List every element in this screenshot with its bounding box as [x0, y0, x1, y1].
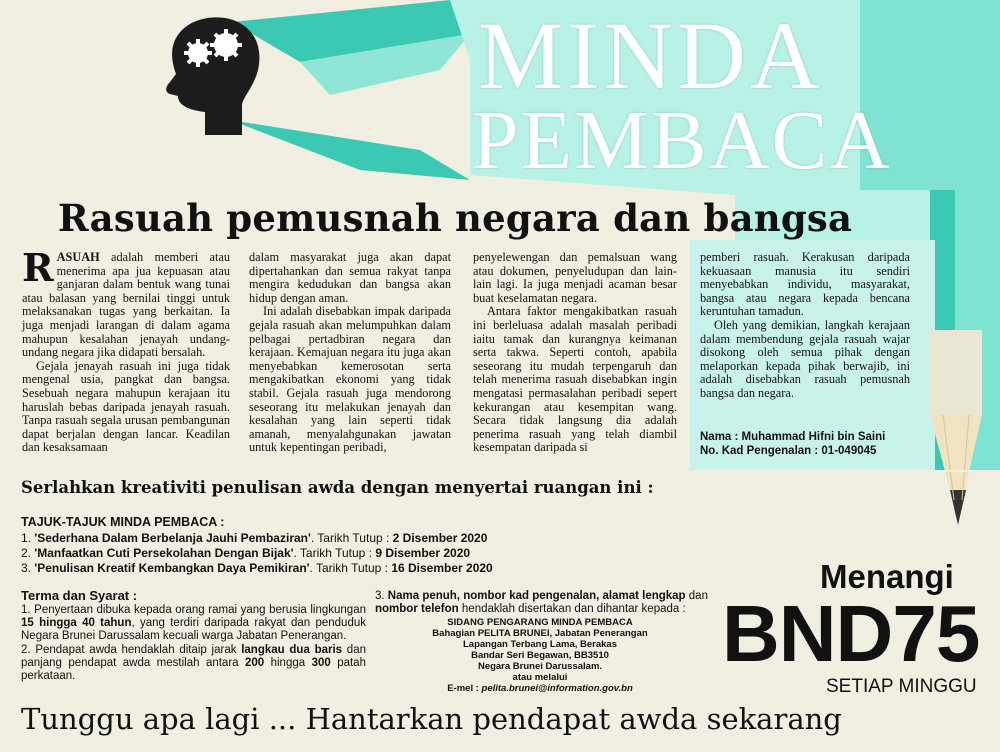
article-column-4: [700, 251, 910, 401]
topic-item: 1. 'Sederhana Dalam Berbelanja Jauhi Pembaziran'. Tarikh Tutup : 2 Disember 2020: [21, 531, 488, 545]
mailing-address: SIDANG PENGARANG MINDA PEMBACA Bahagian PELITA BRUNEI, Jabatan Penerangan Lapangan Terbang Lama, Berakas Bandar Seri Begawan, BB3510 Negara Brunei Darussalam. atau melalui E-mel : pelita.brunei@information.gov.bn: [375, 617, 705, 694]
headline: Rasuah pemusnah negara dan bangsa: [57, 196, 853, 240]
byline-ic: No. Kad Pengenalan : 01-049045: [700, 445, 877, 457]
brand-title-line2: PEMBACA: [472, 94, 893, 187]
prize-frequency: SETIAP MINGGU: [826, 676, 977, 697]
article-paragraph: Oleh yang demikian, langkah kerajaan dalam membendung gejala rasuah wajar disokong oleh semua pihak dengan melaporkan kepada pihak berwajib, ini adalah disebabkan rasuah pemusnah bangsa dan negara.: [700, 317, 910, 400]
first-word: ASUAH: [56, 250, 100, 264]
brand-title-line1: MINDA: [478, 2, 824, 109]
article-paragraph: Antara faktor mengakibatkan rasuah ini berleluasa adalah masalah peribadi iaitu tamak dan kurangnya keimanan serta takwa. Seperti contoh, apabila seseorang itu mudah terpengaruh dan telah menerima rasuah disebabkan ingin mengatasi permasalahan peribadi sepert kekurangan atau kesempitan wang. Secara tidak langsung dia adalah penerima rasuah yang telah diambil kesempatan daripada si: [473, 304, 677, 455]
article-column-1: [22, 245, 230, 455]
term-3: 3. Nama penuh, nombor kad pengenalan, alamat lengkap dan nombor telefon hendaklah disertakan dan dihantar kepada :: [375, 590, 708, 615]
email-link[interactable]: pelita.brunei@information.gov.bn: [481, 683, 633, 694]
pencil-icon: [930, 330, 982, 525]
terms-body: [21, 604, 366, 683]
prize-amount: BND75: [722, 589, 980, 678]
separator: [0, 470, 1000, 472]
byline-name: Nama : Muhammad Hifni bin Saini: [700, 431, 886, 443]
dropcap: R: [22, 245, 54, 290]
article-paragraph: dalam masyarakat juga akan dapat dipertahankan dan semua rakyat tanpa mengira kedudukan dan bangsa akan hidup dengan aman.: [249, 250, 451, 305]
byline: [700, 430, 885, 458]
invite-heading: Serlahkan kreativiti penulisan awda dengan menyertai ruangan ini :: [21, 478, 654, 497]
topic-item: 3. 'Penulisan Kreatif Kembangkan Daya Pemikiran'. Tarikh Tutup : 16 Disember 2020: [21, 561, 493, 575]
footer-call-to-action: Tunggu apa lagi ... Hantarkan pendapat awda sekarang: [21, 702, 842, 736]
article-column-2: [249, 251, 451, 455]
term-2: 2. Pendapat awda hendaklah ditaip jarak langkau dua baris dan panjang pendapat awda mestilah antara 200 hingga 300 patah perkataan.: [21, 643, 366, 683]
prize-line1: Menangi: [820, 558, 954, 595]
article-paragraph: pemberi rasuah. Kerakusan daripada kekuasaan manusia itu sendiri menyebabkan individu, masyarakat, bangsa atau negara kepada bencana keruntuhan tamadun.: [700, 250, 910, 319]
email-line: E-mel : pelita.brunei@information.gov.bn: [447, 683, 633, 694]
article-paragraph: RASUAH adalah memberi atau menerima apa jua kepuasan atau ganjaran dalam bentuk wang tunai atau balasan yang bernilai tinggi untuk melaksanakan tugas yang berkaitan. Ia juga menjadi larangan di dalam agama mahupun kesalahan jenayah undang-undang negara jika didapati bersalah.: [22, 245, 230, 360]
article-paragraph: Gejala jenayah rasuah ini juga tidak mengenal usia, pangkat dan bangsa. Sesebuah negara mahupun kerajaan itu haruslah bebas daripada jenayah rasuah. Tanpa rasuah segala urusan pembangunan dapat berjalan dengan lancar. Keadilan dan kesaksamaan: [22, 358, 230, 455]
topic-item: 2. 'Manfaatkan Cuti Persekolahan Dengan Bijak'. Tarikh Tutup : 9 Disember 2020: [21, 546, 471, 560]
head-with-gears-icon: [166, 17, 259, 135]
article-paragraph: Ini adalah disebabkan impak daripada gejala rasuah akan melumpuhkan dalam pelbagai pertadbiran negara dan kerajaan. Kemajuan negara itu juga akan menyebabkan kemerosotan serta mengakibatkan ekonomi yang tidak stabil. Gejala rasuah juga mendorong seseorang itu melakukan jenayah dan kesalahan yang lain seperti tidak amanah, menyalahgunakan jawatan untuk kepentingan peribadi,: [249, 304, 451, 455]
article-column-3: [473, 251, 677, 455]
topics-heading: TAJUK-TAJUK MINDA PEMBACA :: [21, 515, 225, 529]
ribbon-lower: [230, 120, 470, 180]
article-paragraph: penyelewengan dan pemalsuan wang atau dokumen, penyeludupan dan lain-lain lagi. Ia juga menjadi acaman besar buat keselamatan negara.: [473, 250, 677, 305]
term-1: 1. Penyertaan dibuka kepada orang ramai yang berusia lingkungan 15 hingga 40 tahun, yang terdiri daripada rakyat dan penduduk Negara Brunei Darussalam kecuali warga Jabatan Penerangan.: [21, 604, 366, 643]
terms-heading: Terma dan Syarat :: [21, 588, 138, 603]
